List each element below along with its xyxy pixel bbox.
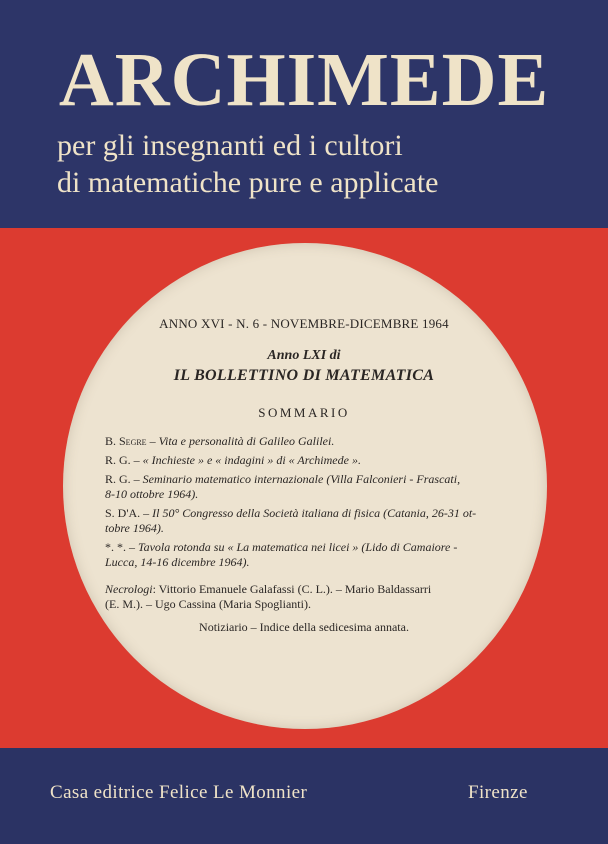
bollettino-title: IL BOLLETTINO DI MATEMATICA <box>173 367 435 384</box>
sommario-heading: SOMMARIO <box>258 405 350 420</box>
entry-title-continued: Lucca, 14-16 dicembre 1964). <box>105 555 250 569</box>
table-of-contents <box>105 434 505 574</box>
publisher-name: Casa editrice Felice Le Monnier <box>50 782 308 803</box>
necrologi <box>105 582 505 612</box>
entry-separator: – <box>140 506 153 520</box>
toc-entry <box>105 453 505 468</box>
entry-title-continued: tobre 1964). <box>105 521 164 535</box>
issue-line: ANNO XVI - N. 6 - NOVEMBRE-DICEMBRE 1964 <box>159 316 449 331</box>
notiziario-line: Notiziario – Indice della sedicesima annata. <box>199 620 409 634</box>
entry-author: B. Segre <box>105 434 147 448</box>
necrologi-label: Necrologi <box>105 582 153 596</box>
entry-author: R. G. <box>105 472 131 486</box>
toc-entry <box>105 434 505 449</box>
entry-title: Seminario matematico internazionale (Villa Falconieri - Frascati, <box>142 472 461 486</box>
entry-title: Il 50° Congresso della Società italiana di fisica (Catania, 26-31 ot- <box>152 506 477 520</box>
entry-separator: – <box>130 453 143 467</box>
entry-separator: – <box>130 472 143 486</box>
entry-title: « Inchieste » e « indagini » di « Archimede ». <box>142 453 361 467</box>
publisher-city: Firenze <box>468 782 528 803</box>
entry-author: *. *. <box>105 540 126 554</box>
entry-title-continued: 8-10 ottobre 1964). <box>105 487 199 501</box>
entry-title: Vita e personalità di Galileo Galilei. <box>158 434 335 448</box>
entry-title: Tavola rotonda su « La matematica nei licei » (Lido di Camaiore - <box>138 540 458 554</box>
anno-line: Anno LXI di <box>267 348 341 363</box>
toc-entry <box>105 506 505 536</box>
subtitle-line-2: di matematiche pure e applicate <box>57 166 439 199</box>
toc-entry <box>105 540 505 570</box>
entry-separator: – <box>126 540 138 554</box>
subtitle-line-1: per gli insegnanti ed i cultori <box>57 129 403 162</box>
toc-entry <box>105 472 505 502</box>
entry-author: R. G. <box>105 453 131 467</box>
journal-title: ARCHIMEDE <box>58 38 550 122</box>
entry-author: S. D'A. <box>105 506 141 520</box>
necrologi-text-continued: (E. M.). – Ugo Cassina (Maria Spoglianti). <box>105 597 311 611</box>
entry-separator: – <box>146 434 159 448</box>
necrologi-text: : Vittorio Emanuele Galafassi (C. L.). – Mario Baldassarri <box>152 582 432 596</box>
